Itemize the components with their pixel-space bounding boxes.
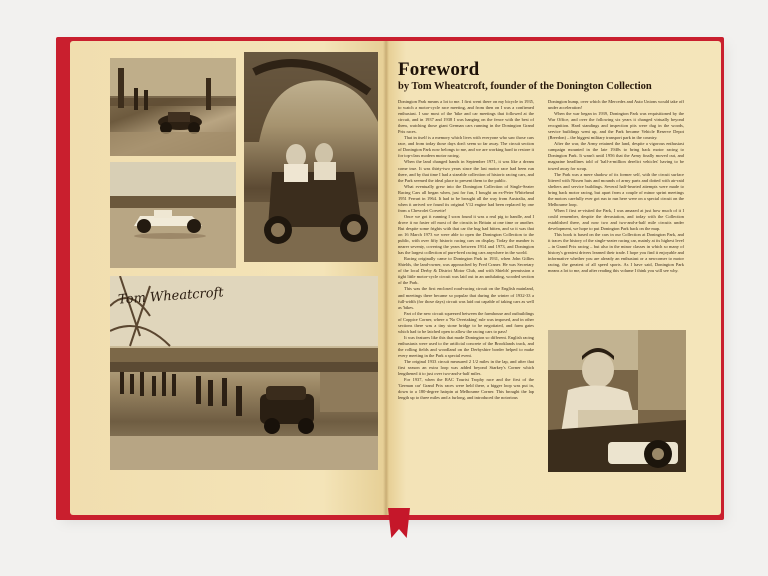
paragraph: When the war began in 1939, Donington Park was requisitioned by the War Office, and over the following six years it changed virtually beyond recognition. Hard standings and inspection pits were dug in the woods, service buildings went up, and the Park became Vehicle Reserve Depot (Breedon) – the biggest military transport park in the country. <box>548 111 684 141</box>
white-racing-car-photo <box>110 162 236 268</box>
paragraph: What eventually grew into the Donington Collection of Single-Seater Racing Cars all began when, just for fun, I bought an ex-Peter Whitehead 1951 Ferrari in 1964. It had to be brought all the way from Australia, and when it arrived we found its original V12 engine had been replaced by one from a Chevrolet Corvette! <box>398 183 534 213</box>
paragraph: When the land changed hands in September 1971, it was like a dream come true. It was thirty-two years since the last motor race had been run there, and by that time I had a sizeable collection of historic racing cars, and the Park seemed the ideal place to present them to the public. <box>398 159 534 183</box>
paragraph: For 1937, when the RAC Tourist Trophy race and the first of the 'German car' Grand Prix races were held there, a bigger loop was put in, down to a 180-degree hairpin at Melbourne Corner. This brought the lap length up to three miles and a furlong, and introduced the notorious <box>398 377 534 401</box>
foreword-subtitle: by Tom Wheatcroft, founder of the Donington Collection <box>398 81 652 92</box>
racing-car-drivers-photo <box>244 52 378 262</box>
paragraph: Racing originally came to Donington Park in 1931, when John Gillies Shields, the land-owner, was approached by Fred Craner. He was Secretary of the local Derby & District Motor Club, and with Shields' permission a tight little motor-cycle circuit was laid out in an undulating, wooded section of the Park. <box>398 256 534 286</box>
paragraph: When I first re-visited the Park, I was amazed at just how much of it I could remember, despite the devastation, and today with the Collection established there, and now two and two-and-a-half mile circuits under development, we hope to put Donington Park back on the map. <box>548 207 684 231</box>
text-column-2 <box>548 99 684 322</box>
pre-war-race-start-photo <box>110 58 236 156</box>
paragraph: The Park was a mere shadow of its former self, with the circuit surface littered with Nissen huts and mounds of army parts and dotted with air-raid shelters and service buildings. Several half-hearted attempts were made to bring back motor racing, but apart from a couple of minor sprint meetings the motors carefully ever got run to run here were on a special circuit on the Melbourne loop. <box>548 171 684 207</box>
paragraph: Part of the new circuit squeezed between the farmhouse and outbuildings of Coppice Corner, where a 'No Overtaking' rule was imposed, and in other sections there was a tiny stone bridge to be negotiated, and farm gates which had to be latched open to allow the racing cars to pass! <box>398 310 534 334</box>
paragraph: The original 1933 circuit measured 2 1/2 miles in the lap, and after that first season an extra loop was added beyond Starkey's Corner which lengthened it to just over two-and-a-half miles. <box>398 359 534 377</box>
paragraph: Donington Park means a lot to me. I first went there on my bicycle in 1935, to watch a motor-cycle race meeting, and from then on I was a confirmed enthusiast. I saw most of the 'bike and car meetings that followed at the circuit, and in 1937 and 1938 I was hanging on the fence with the best of them, watching those giant German cars running in the Donington Grand Prix races. <box>398 99 534 135</box>
bookmark-ribbon[interactable] <box>388 508 410 538</box>
paragraph: After the war, the Army retained the land, despite a vigorous enthusiast campaign mounted in the late 1940s to bring back motor racing to Donington Park. It wasn't until 1956 that the Army finally moved out, and magazine headlines told of 'half-a-million derelict vehicles' having to be towed away for scrap. <box>548 141 684 171</box>
paragraph: That in itself is a memory which lives with everyone who saw those cars race, and from today those days don't seem so far away. The circuit section of Donington Park now belongs to me, and we are working hard to restore it for top-class modern motor racing. <box>398 135 534 159</box>
paragraph: Once we got it running I soon found it was a real pig to handle, and I drove it no faster off most of the circuits in Britain at one time or another. But despite some frights with that car the bug had bitten, and so it was that on 16 March 1973 we were able to open the Donington Collection to the public, with over fifty historic racing cars on display. Today the number is nearer seventy, covering the years between 1914 and 1973, and Donington has the largest collection of pure-bred racing cars anywhere in the world. <box>398 213 534 256</box>
foreword-title: Foreword <box>398 59 480 80</box>
paragraph: Donington hump, over which the Mercedes and Auto Unions would take off under acceleration! <box>548 99 684 111</box>
paragraph: It was features like this that made Donington so different. English racing enthusiasts were used to the artificial concrete of the Brooklands track, and the rolling fields and woodland on the Derbyshire border helped to make every meeting in the Park a special event. <box>398 334 534 358</box>
paragraph: This was the first enclosed road-racing circuit on the English mainland, and meetings there became so popular that during the winter of 1932-33 a full-width (for those days) circuit was laid out capable of taking cars as well as 'bikes. <box>398 286 534 310</box>
book-gutter <box>383 41 389 515</box>
signature: Tom Wheatcroft <box>117 285 225 308</box>
text-column-1 <box>398 99 534 503</box>
paragraph: This book is based on the cars in our Collection at Donington Park, and it traces the history of the single-seater racing car, mainly at its highest level – in Grand Prix racing – but also in the minor classes in which so many of history's greatest drivers learned their trade. I hope you find it enjoyable and informative whether you are already an enthusiast or a newcomer to motor racing, the greatest of all speed sports. As I have said, Donington Park means a lot to me, and after reading this volume I think you will see why. <box>548 232 684 274</box>
tom-wheatcroft-portrait-photo <box>548 330 686 472</box>
